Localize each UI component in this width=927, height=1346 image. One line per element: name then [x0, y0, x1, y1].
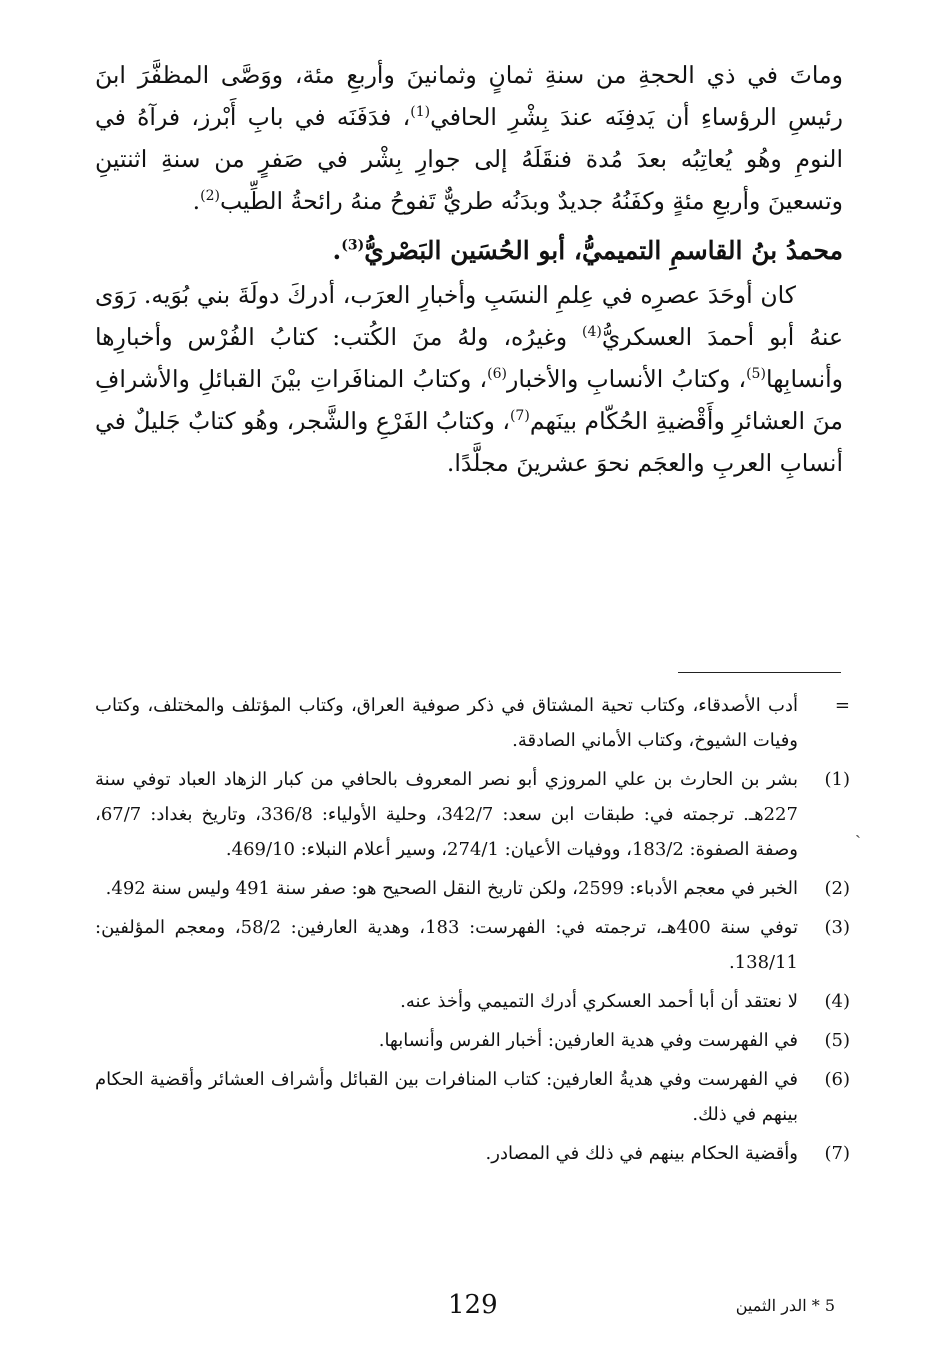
entry-title — [95, 228, 843, 274]
entry-title-text: محمدُ بنُ القاسمِ التميميُّ، أبو الحُسَين البَصْريُّ — [364, 236, 843, 265]
footnote-text: الخبر في معجم الأدباء: 2599، ولكن تاريخ النقل الصحيح هو: صفر سنة 491 وليس سنة 492. — [105, 878, 798, 899]
footnote-number: (4) — [824, 991, 850, 1012]
footnote-ref-4[interactable]: (4) — [582, 324, 602, 341]
margin-mark: ˎ — [855, 818, 861, 838]
footnote-number: (3) — [824, 917, 850, 938]
footnote-ref-3[interactable]: (3) — [341, 237, 365, 254]
paragraph-2-text-d: ، وكتابُ المنافَراتِ بيْنَ القبائلِ والأشرافِ منَ العشائرِ وأَقْضيةِ الحُكّام بينَهم — [95, 365, 843, 435]
footnote-item — [95, 1136, 850, 1171]
footnote-number: (7) — [824, 1143, 850, 1164]
footnotes — [95, 688, 850, 1175]
paragraph-2-text-c: ، وكتابُ الأنسابِ والأخبار — [507, 365, 747, 393]
main-text — [95, 54, 843, 484]
footnote-item — [95, 871, 850, 906]
paragraph-2 — [95, 274, 843, 484]
footnote-item — [95, 762, 850, 867]
paragraph-2-text-e: ، وكتابُ الفَرْعِ والشَّجر، وهُو كتابٌ جَليلٌ في أنسابِ العربِ والعجَم نحوَ عشرينَ مجلَّدًا. — [95, 407, 843, 477]
paragraph-1-end: . — [192, 187, 201, 215]
footnote-divider — [678, 672, 841, 673]
paragraph-2-text-b: وغيرُه، ولهُ منَ الكُتب: كتابُ الفُرْس وأخبارِها وأنسابِها — [95, 323, 844, 393]
footnote-text: في الفهرست وفي هديةُ العارفين: كتاب المنافرات بين القبائل وأشراف العشائر وأقضية الحكام بينهم في ذلك. — [95, 1069, 798, 1125]
footnote-item — [95, 688, 850, 758]
page-number: 129 — [448, 1290, 498, 1320]
footnote-item — [95, 984, 850, 1019]
paragraph-2-text-a: كان أوحَدَ عصرِه في عِلمِ النسَبِ وأخبارِ العرَب، أدركَ دولَةَ بني بُوَيه. رَوَى عنهُ أبو أحمدَ العسكريُّ — [95, 281, 843, 351]
footnote-text: أدب الأصدقاء، وكتاب تحية المشتاق في ذكر صوفية العراق، وكتاب المؤتلف والمختلف، وكتاب وفيات الشيوخ، وكتاب الأماني الصادقة. — [95, 695, 798, 751]
footnote-item — [95, 910, 850, 980]
footnote-text: في الفهرست وفي هدية العارفين: أخبار الفرس وأنسابها. — [378, 1030, 798, 1051]
signature-mark: 5 * الدر الثمين — [735, 1296, 835, 1315]
footnote-number: (6) — [824, 1069, 850, 1090]
footnote-text: لا نعتقد أن أبا أحمد العسكري أدرك التميمي وأخذ عنه. — [400, 991, 798, 1012]
footnote-ref-1[interactable]: (1) — [410, 104, 431, 121]
footnote-number: (5) — [824, 1030, 850, 1051]
footnote-text: بشر بن الحارث بن علي المروزي أبو نصر المعروف بالحافي من كبار الزهاد العباد توفي سنة 227هـ. ترجمته في: طبقات ابن سعد: 342/7، وحلية الأولياء: 336/8، وتاريخ بغداد: 67/7، وصفة الصفوة: 183/2، ووفيات الأعيان: 274/1، وسير أعلام النبلاء: 469/10. — [95, 769, 798, 860]
footnote-number: (1) — [824, 769, 850, 790]
entry-title-end: . — [332, 236, 342, 265]
footnote-item — [95, 1062, 850, 1132]
paragraph-1-text-b: ، فدَفَنَه في بابِ أَبْرز، فرآهُ في النومِ وهُو يُعاتِبُه بعدَ مُدة فنقَلَهُ إلى جوارِ بِشْر في صَفرٍ من سنةِ اثنتينِ وتسعينَ وأربعِ مئةٍ وكفَنُهُ جديدٌ وبدَنُه طريٌّ تَفوحُ منهُ رائحةُ الطِّيب — [95, 103, 843, 215]
paragraph-1 — [95, 54, 843, 222]
footnote-item — [95, 1023, 850, 1058]
footnote-number: (2) — [824, 878, 850, 899]
footnote-text: وأقضية الحكام بينهم في ذلك في المصادر. — [485, 1143, 798, 1164]
footnote-text: توفي سنة 400هـ، ترجمته في: الفهرست: 183، وهدية العارفين: 58/2، ومعجم المؤلفين: 138/11. — [95, 917, 798, 973]
footnote-number: = — [834, 695, 850, 716]
page-footer — [0, 1290, 927, 1330]
footnote-ref-5[interactable]: (5) — [746, 366, 766, 383]
paragraph-1-text-a: وماتَ في ذي الحجةِ من سنةِ ثمانٍ وثمانينَ وأربعِ مئة، ووَصَّى المظفَّرَ ابنَ رئيسِ الرؤساءِ أن يَدفِنَه عندَ بِشْرِ الحافي — [95, 61, 843, 131]
footnote-ref-2[interactable]: (2) — [200, 188, 220, 205]
footnote-ref-7[interactable]: (7) — [509, 408, 530, 425]
footnote-ref-6[interactable]: (6) — [487, 366, 507, 383]
